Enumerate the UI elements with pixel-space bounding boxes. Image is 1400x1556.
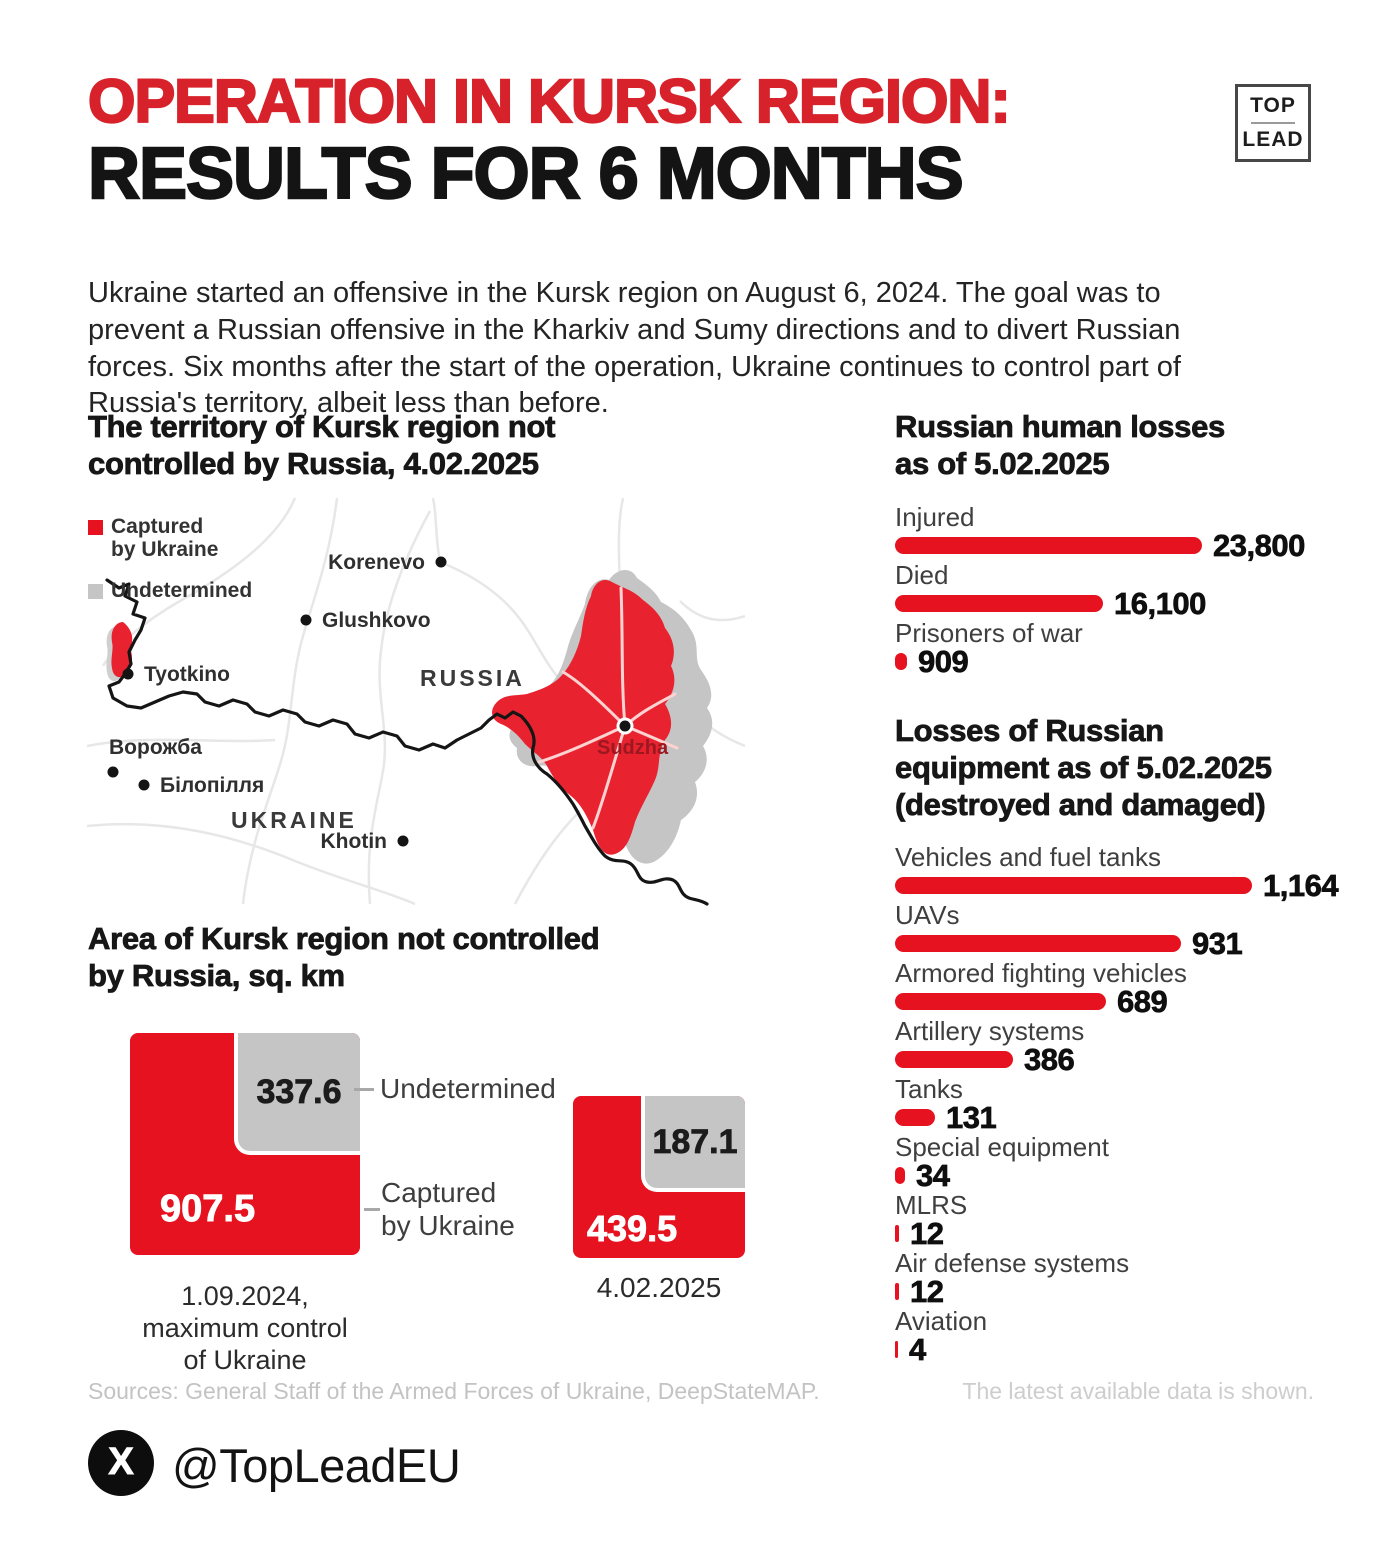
undetermined-label: Undetermined	[380, 1073, 556, 1104]
bar-label: Injured	[895, 502, 975, 532]
map-label-khotin: Khotin	[320, 830, 387, 853]
captured-label	[381, 1176, 515, 1242]
map-label-tyotkino: Tyotkino	[144, 663, 230, 686]
legend-undetermined-label: Undetermined	[111, 579, 253, 602]
bar-label: MLRS	[895, 1190, 968, 1220]
korenevo-dot	[436, 557, 447, 568]
bar-label: Died	[895, 560, 949, 590]
map-section-title-line2: controlled by Russia, 4.02.2025	[88, 446, 539, 482]
equipment-losses-chart	[895, 843, 1385, 1365]
area-section-title	[88, 920, 599, 994]
bilopillia-dot	[139, 780, 150, 791]
bar-label: Armored fighting vehicles	[895, 958, 1187, 988]
undetermined-value-2024: 337.6	[256, 1072, 342, 1111]
legend-captured-line2: by Ukraine	[111, 538, 219, 561]
bar-label: Artillery systems	[895, 1016, 1085, 1046]
bar-row	[895, 1074, 1385, 1135]
bar	[895, 993, 1106, 1010]
bar-row	[895, 1248, 1385, 1309]
bar	[895, 653, 907, 670]
square-undetermined-2024	[234, 1033, 360, 1155]
map-legend	[88, 515, 252, 602]
bar-value: 931	[1192, 925, 1243, 961]
bar-label: Vehicles and fuel tanks	[895, 842, 1161, 872]
bar-row	[895, 1016, 1385, 1077]
bar-value: 689	[1117, 983, 1168, 1019]
bar-value: 1,164	[1263, 867, 1339, 903]
bar-row	[895, 618, 1385, 679]
page-title-line1: OPERATION IN KURSK REGION:	[88, 67, 1010, 135]
bar	[895, 595, 1103, 612]
bar-value: 131	[946, 1099, 997, 1135]
equipment-losses-title-line3: (destroyed and damaged)	[895, 787, 1266, 823]
bar	[895, 1225, 899, 1242]
undetermined-connector	[354, 1088, 374, 1091]
bar-row	[895, 900, 1385, 961]
legend-captured-swatch	[88, 520, 103, 535]
bar-row	[895, 1306, 1385, 1367]
page-title-line2: RESULTS FOR 6 MONTHS	[88, 134, 963, 215]
bar-value: 12	[910, 1273, 944, 1309]
map-label-korenevo: Korenevo	[328, 551, 425, 574]
square-caption-2024	[100, 1280, 390, 1376]
human-losses-chart	[895, 503, 1385, 677]
square-caption-2024-line1: 1.09.2024,	[181, 1281, 309, 1311]
equipment-losses-title-line1: Losses of Russian	[895, 713, 1164, 748]
bar-row	[895, 1190, 1385, 1251]
bar-value: 12	[910, 1215, 944, 1251]
bar-row	[895, 842, 1385, 903]
square-caption-2025: 4.02.2025	[596, 1272, 722, 1303]
bar-label: Aviation	[895, 1306, 988, 1336]
bar	[895, 537, 1202, 554]
bar-value: 386	[1024, 1041, 1075, 1077]
equipment-losses-title	[895, 712, 1272, 824]
bar-row	[895, 560, 1385, 621]
bar-row	[895, 502, 1385, 563]
undetermined-value-2025: 187.1	[652, 1122, 738, 1161]
bar	[895, 1109, 935, 1126]
bar-label: Special equipment	[895, 1132, 1109, 1162]
area-section-title-line1: Area of Kursk region not controlled	[88, 921, 600, 956]
toplead-logo-lead: LEAD	[1242, 128, 1304, 151]
bar-value: 34	[916, 1157, 950, 1193]
sudzha-dot	[618, 719, 632, 733]
map-label-bilopillia: Білопілля	[160, 774, 265, 797]
bar-value: 909	[918, 643, 969, 679]
square-caption-2024-line3: of Ukraine	[183, 1345, 307, 1375]
area-squares-chart	[88, 1008, 848, 1398]
social-handle: @TopLeadEU	[172, 1439, 461, 1492]
square-undetermined-2025	[641, 1096, 745, 1192]
bar-row	[895, 958, 1385, 1019]
captured-value-2024: 907.5	[160, 1188, 256, 1230]
bar-label: Air defense systems	[895, 1248, 1130, 1278]
bar	[895, 1167, 905, 1184]
captured-value-2025: 439.5	[587, 1208, 678, 1249]
human-losses-title	[895, 408, 1225, 482]
human-losses-title-line1: Russian human losses	[895, 409, 1225, 444]
page-title	[88, 67, 1010, 215]
bar	[895, 877, 1252, 894]
map-label-sudzha: Sudzha	[597, 737, 669, 759]
glushkovo-dot	[301, 615, 312, 626]
bar	[895, 935, 1181, 952]
intro-paragraph: Ukraine started an offensive in the Kursk region on August 6, 2024. The goal was to prevent a Russian offensive in the Kharkiv and Sumy directions and to divert Russian forces. Six months after the start of the operation, Ukraine continues to control part of Russia's territory, albeit less than before.	[88, 277, 1181, 420]
x-glyph: X	[108, 1440, 134, 1483]
equipment-losses-title-line2: equipment as of 5.02.2025	[895, 750, 1272, 786]
area-section-title-line2: by Russia, sq. km	[88, 958, 345, 994]
bar-value: 23,800	[1213, 527, 1305, 563]
vorozhba-dot	[108, 767, 119, 778]
toplead-logo-top: TOP	[1250, 94, 1296, 117]
map-section-title	[88, 408, 555, 482]
toplead-logo	[1235, 84, 1311, 162]
map-section-title-line1: The territory of Kursk region not	[88, 409, 556, 444]
legend-undetermined-swatch	[88, 584, 103, 599]
map-label-vorozhba: Ворожба	[109, 736, 202, 759]
map-label-russia: RUSSIA	[420, 665, 525, 691]
khotin-dot	[398, 836, 409, 847]
sources-text: Sources: General Staff of the Armed Forces of Ukraine, DeepStateMAP.	[88, 1378, 820, 1404]
bar	[895, 1051, 1013, 1068]
data-note-text: The latest available data is shown.	[962, 1378, 1314, 1404]
tyotkino-dot	[123, 669, 134, 680]
bar	[895, 1283, 899, 1300]
square-caption-2024-line2: maximum control	[142, 1313, 348, 1343]
bar-label: UAVs	[895, 900, 960, 930]
bar-value: 4	[909, 1331, 926, 1367]
kursk-map	[85, 496, 745, 906]
bar-label: Tanks	[895, 1074, 963, 1104]
map-label-ukraine: UKRAINE	[231, 807, 357, 833]
captured-label-line2: by Ukraine	[381, 1210, 515, 1241]
bar-row	[895, 1132, 1385, 1193]
human-losses-title-line2: as of 5.02.2025	[895, 446, 1110, 482]
bar-label: Prisoners of war	[895, 618, 1083, 648]
map-label-glushkovo: Glushkovo	[322, 609, 431, 632]
bar	[895, 1341, 898, 1358]
x-logo-icon	[88, 1430, 154, 1496]
bar-value: 16,100	[1114, 585, 1206, 621]
toplead-logo-divider	[1251, 122, 1295, 124]
captured-label-line1: Captured	[381, 1177, 497, 1208]
captured-connector	[364, 1208, 380, 1211]
legend-captured-line1: Captured	[111, 515, 204, 538]
